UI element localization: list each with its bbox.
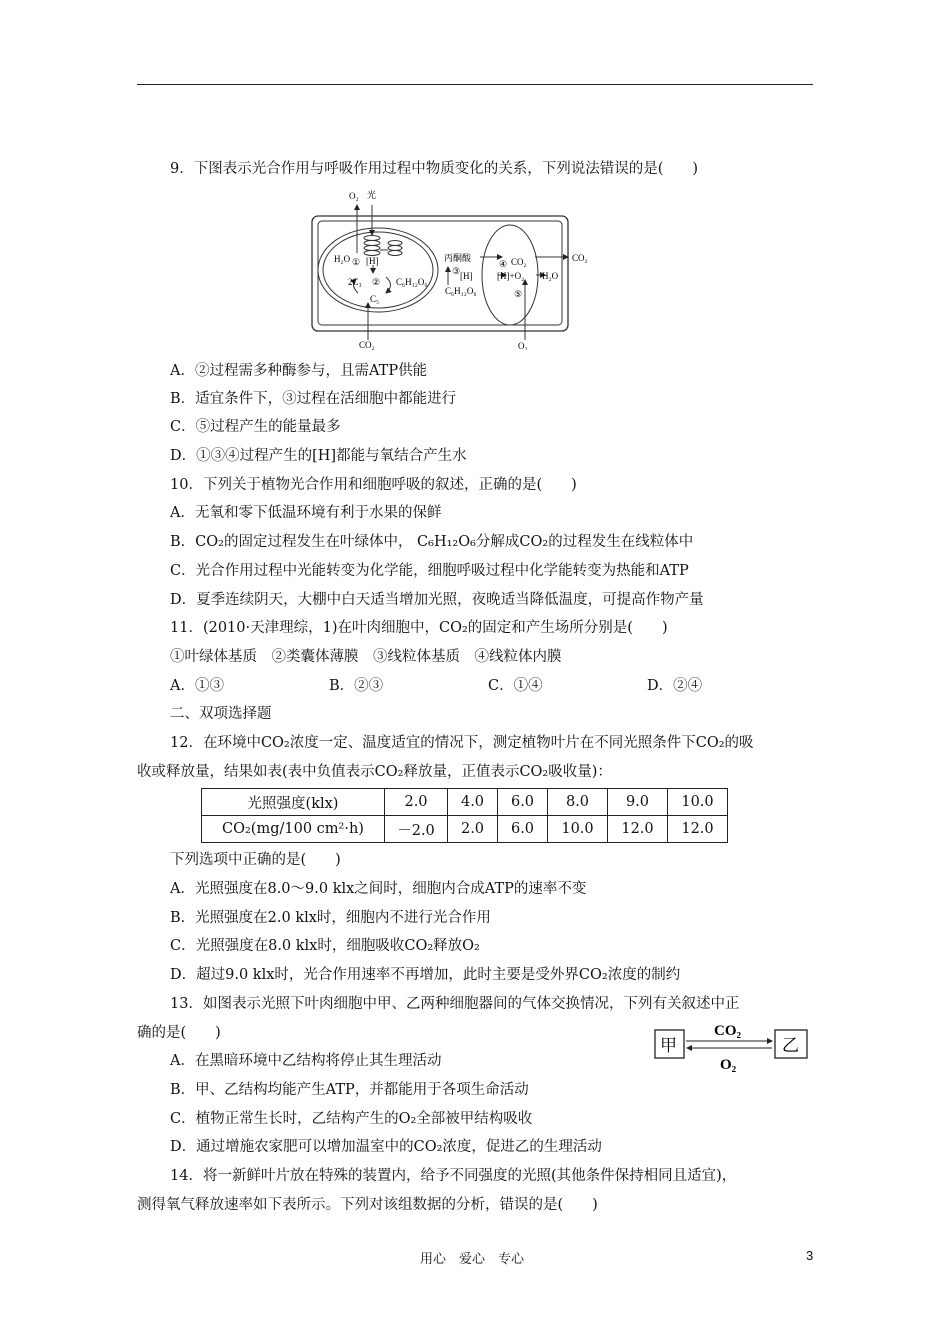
table-cell: 2.0: [448, 816, 498, 843]
q13-option-a: A．在黑暗环境中乙结构将停止其生理活动: [170, 1053, 442, 1069]
table-cell: 光照强度(klx): [202, 789, 385, 816]
q13-stem-cont: 确的是( ): [137, 1025, 221, 1041]
q10-option-a: A．无氧和零下低温环境有利于水果的保鲜: [170, 505, 442, 521]
photosynthesis-respiration-diagram: [300, 185, 610, 350]
q9-stem: 9．下图表示光合作用与呼吸作用过程中物质变化的关系，下列说法错误的是( ): [170, 161, 699, 177]
svg-text:CO₂: CO₂: [511, 257, 527, 267]
q10-stem: 10．下列关于植物光合作用和细胞呼吸的叙述，正确的是( ): [170, 477, 577, 493]
header-rule: [137, 84, 813, 85]
table-cell: 4.0: [448, 789, 498, 816]
svg-text:C₆H₁₂O₆: C₆H₁₂O₆: [445, 286, 477, 296]
svg-text:C₆H₁₂O₆: C₆H₁₂O₆: [396, 277, 428, 287]
svg-text:[H]+O₂: [H]+O₂: [497, 271, 525, 281]
q11-option-c: C．①④: [488, 678, 543, 694]
organelle-gas-exchange-figure: [650, 1015, 815, 1075]
q11-option-a: A．①③: [170, 678, 224, 694]
q13-option-d: D．通过增施农家肥可以增加温室中的CO₂浓度，促进乙的生理活动: [170, 1139, 602, 1155]
section-heading: 二、双项选择题: [170, 706, 272, 722]
table-cell: 6.0: [498, 816, 548, 843]
table-cell: －2.0: [385, 816, 448, 843]
table-cell: 12.0: [668, 816, 728, 843]
q12-option-a: A．光照强度在8.0～9.0 klx之间时，细胞内合成ATP的速率不变: [170, 881, 587, 897]
svg-text:O₂: O₂: [720, 1057, 737, 1073]
svg-text:乙: 乙: [782, 1036, 799, 1055]
q13-stem: 13．如图表示光照下叶肉细胞中甲、乙两种细胞器间的气体交换情况，下列有关叙述中正: [170, 996, 740, 1012]
table-cell: 6.0: [498, 789, 548, 816]
q12-table: [201, 788, 728, 843]
q12-stem-cont: 收或释放量，结果如表(表中负值表示CO₂释放量，正值表示CO₂吸收量)：: [137, 764, 612, 780]
q14-stem: 14．将一新鲜叶片放在特殊的装置内，给予不同强度的光照(其他条件保持相同且适宜)，: [170, 1168, 737, 1184]
footer-motto: 用心 爱心 专心: [420, 1252, 525, 1267]
q12-option-d: D．超过9.0 klx时，光合作用速率不再增加，此时主要是受外界CO₂浓度的制约: [170, 967, 681, 983]
q10-option-d: D．夏季连续阴天，大棚中白天适当增加光照，夜晚适当降低温度，可提高作物产量: [170, 592, 704, 608]
svg-text:丙酮酸: 丙酮酸: [444, 253, 472, 263]
q12-option-b: B．光照强度在2.0 klx时，细胞内不进行光合作用: [170, 910, 491, 926]
svg-text:H₂O: H₂O: [542, 271, 559, 281]
svg-text:③: ③: [452, 266, 461, 276]
svg-text:①: ①: [352, 257, 361, 267]
table-cell: CO₂(mg/100 cm²·h): [202, 816, 385, 843]
table-cell: 12.0: [608, 816, 668, 843]
table-cell: 9.0: [608, 789, 668, 816]
table-row: [202, 789, 728, 816]
table-cell: 10.0: [548, 816, 608, 843]
svg-text:[H]: [H]: [460, 271, 473, 281]
svg-text:②: ②: [372, 277, 381, 287]
table-row: [202, 816, 728, 843]
svg-text:O₂: O₂: [349, 191, 359, 201]
q11-option-d: D．②④: [647, 678, 703, 694]
svg-text:甲: 甲: [660, 1036, 677, 1055]
svg-text:CO₂: CO₂: [714, 1023, 741, 1039]
svg-text:⑤: ⑤: [514, 289, 523, 299]
q13-option-b: B．甲、乙结构均能产生ATP，并都能用于各项生命活动: [170, 1082, 529, 1098]
svg-text:光: 光: [367, 190, 377, 200]
svg-text:O₂: O₂: [518, 341, 528, 350]
page-number: 3: [806, 1248, 814, 1263]
q10-option-b: B．CO₂的固定过程发生在叶绿体中， C₆H₁₂O₆分解成CO₂的过程发生在线粒体中: [170, 534, 694, 550]
q11-items: ①叶绿体基质 ②类囊体薄膜 ③线粒体基质 ④线粒体内膜: [170, 649, 562, 665]
table-cell: 10.0: [668, 789, 728, 816]
svg-text:C₅: C₅: [370, 294, 380, 304]
q9-option-c: C．⑤过程产生的能量最多: [170, 419, 341, 435]
svg-text:CO₂: CO₂: [572, 253, 588, 263]
svg-text:CO₂: CO₂: [359, 340, 375, 350]
table-cell: 2.0: [385, 789, 448, 816]
q12-stem: 12．在环境中CO₂浓度一定、温度适宜的情况下，测定植物叶片在不同光照条件下CO₂的吸: [170, 735, 754, 751]
q9-option-d: D．①③④过程产生的[H]都能与氧结合产生水: [170, 448, 467, 464]
q11-stem: 11．(2010·天津理综，1)在叶肉细胞中，CO₂的固定和产生场所分别是( ): [170, 620, 668, 636]
q14-stem-cont: 测得氧气释放速率如下表所示。下列对该组数据的分析，错误的是( ): [137, 1197, 598, 1213]
q13-option-c: C．植物正常生长时，乙结构产生的O₂全部被甲结构吸收: [170, 1111, 533, 1127]
svg-text:[H]: [H]: [366, 256, 379, 266]
q12-prompt: 下列选项中正确的是( ): [170, 852, 341, 868]
q10-option-c: C．光合作用过程中光能转变为化学能，细胞呼吸过程中化学能转变为热能和ATP: [170, 563, 689, 579]
svg-text:2C₃: 2C₃: [348, 277, 362, 287]
table-cell: 8.0: [548, 789, 608, 816]
q9-option-b: B．适宜条件下，③过程在活细胞中都能进行: [170, 391, 457, 407]
q9-option-a: A．②过程需多种酶参与，且需ATP供能: [170, 363, 428, 379]
q12-option-c: C．光照强度在8.0 klx时，细胞吸收CO₂释放O₂: [170, 938, 480, 954]
svg-text:H₂O: H₂O: [334, 254, 351, 264]
q11-option-b: B．②③: [329, 678, 384, 694]
svg-text:④: ④: [499, 259, 508, 269]
